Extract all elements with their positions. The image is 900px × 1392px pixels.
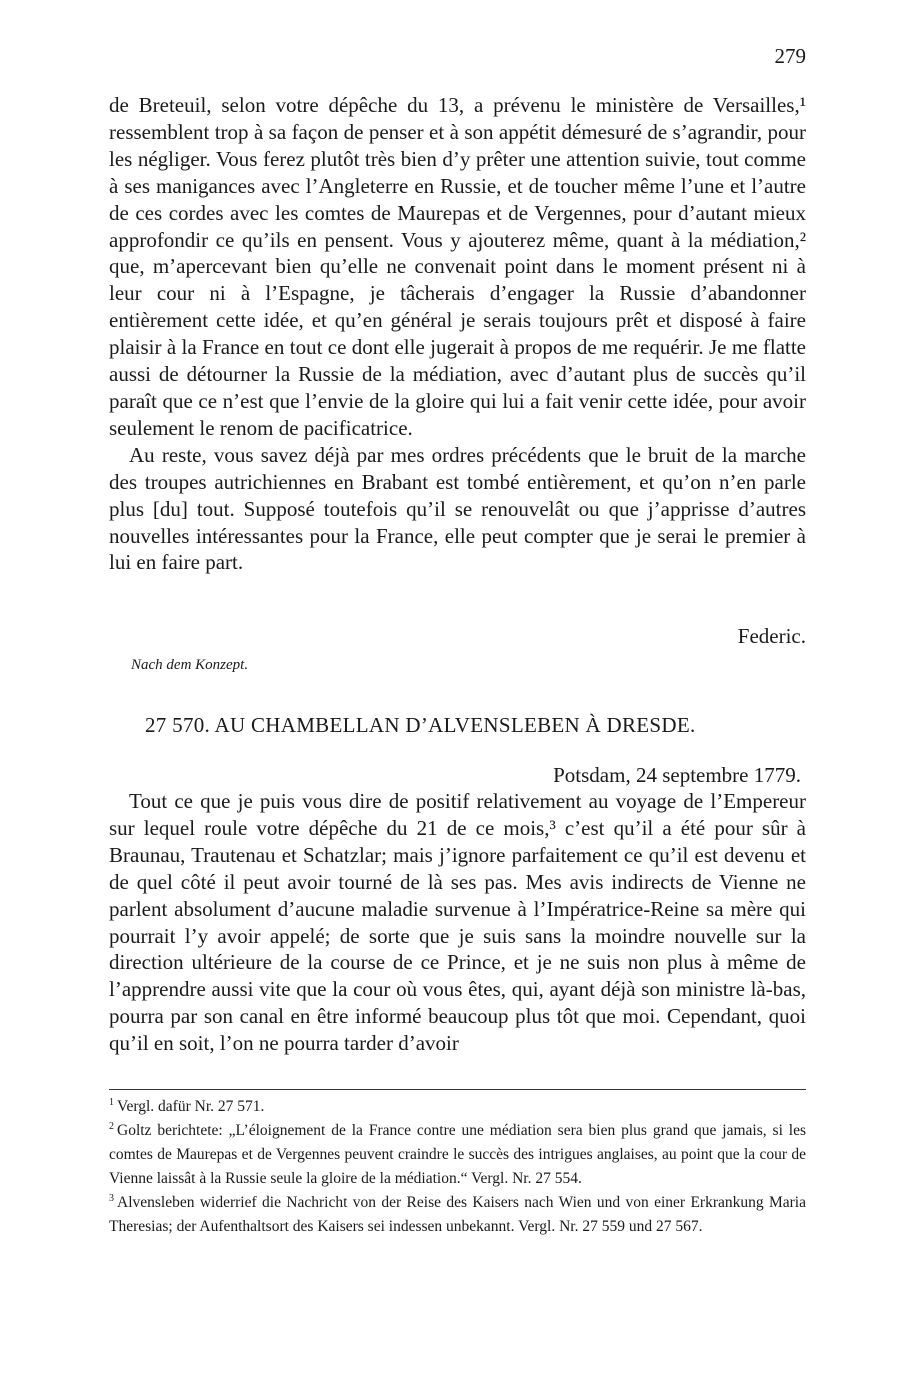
letter-heading: 27 570. AU CHAMBELLAN D’ALVENSLEBEN À DRESDE. <box>145 713 696 737</box>
paragraph: de Breteuil, selon votre dépêche du 13, a prévenu le ministère de Versailles,¹ ressemblent trop à sa façon de penser et à son appétit démesuré de s’agrandir, pour les négliger. Vous ferez plutôt très bien d’y prêter une attention suivie, tout comme à ses manigances avec l’Angleterre en Russie, et de toucher même l’une et l’autre de ces cordes avec les comtes de Maurepas et de Vergennes, pour d’autant mieux approfondir ce qu’ils en pensent. Vous y ajouterez même, quant à la médiation,² que, m’apercevant bien qu’elle ne convenait point dans le moment présent ni à leur cour ni à l’Espagne, je tâcherais d’engager la Russie d’abandonner entièrement cette idée, et qu’en général je serais toujours prêt et disposé à faire plaisir à la France en tout ce dont elle jugerait à propos de me requérir. Je me flatte aussi de détourner la Russie de la médiation, avec d’autant plus de succès qu’il paraît que ce n’est que l’envie de la gloire qui lui a fait venir cette idée, pour avoir seulement le renom de pacificatrice. <box>109 93 806 440</box>
footnote-mark: 1 <box>109 1096 114 1108</box>
footnote <box>109 1095 806 1119</box>
paragraph: Au reste, vous savez déjà par mes ordres précédents que le bruit de la marche des troupes autrichiennes en Brabant est tombé entièrement, et qu’on n’en parle plus [du] tout. Supposé toutefois qu’il se renouvelât ou que j’apprisse d’autres nouvelles intéressantes pour la France, elle peut compter que je serai le premier à lui en faire part. <box>109 442 806 575</box>
footnote-text: Vergl. dafür Nr. 27 571. <box>117 1098 265 1115</box>
paragraph: Tout ce que je puis vous dire de positif relativement au voyage de l’Empereur sur lequel roule votre dépêche du 21 de ce mois,³ c’est qu’il a été pour sûr à Braunau, Trautenau et Schatzlar; mais j’ignore parfaitement ce qu’il est devenu et de quel côté il peut avoir tourné de là ses pas. Mes avis indirects de Vienne ne parlent absolument d’aucune maladie survenue à l’Impératrice-Reine sa mère qui pourrait l’y avoir appelé; de sorte que je suis sans la moindre nouvelle sur la direction ultérieure de la course de ce Prince, et je ne suis non plus à même de l’apprendre aussi vite que la cour où vous êtes, qui, ayant déjà son ministre là-bas, pourra par son canal en être informé beaucoup plus tôt que moi. Cependant, quoi qu’il en soit, l’on ne pourra tarder d’avoir <box>109 789 806 1056</box>
footnote-mark: 3 <box>109 1192 114 1204</box>
footnotes <box>109 1095 806 1239</box>
letter-body <box>109 788 806 1057</box>
footnote <box>109 1119 806 1191</box>
signature: Federic. <box>737 624 806 648</box>
letter-continued-body <box>109 92 806 576</box>
footnote-text: Alvensleben widerrief die Nachricht von der Reise des Kaisers nach Wien und von einer Erkrankung Maria Theresias; der Aufenthaltsort des Kaisers sei indessen unbekannt. Vergl. Nr. 27 559 und 27 567. <box>109 1194 806 1235</box>
footnote-mark: 2 <box>109 1120 114 1132</box>
footnote-text: Goltz berichtete: „L’éloignement de la France contre une médiation sera bien plus grand que jamais, si les comtes de Maurepas et de Vergennes peuvent craindre le succès des intrigues anglaises, au point que la cour de Vienne laissât à la Russie seule la gloire de la médiation.“ Vergl. Nr. 27 554. <box>109 1122 806 1187</box>
footnote-divider <box>109 1089 806 1090</box>
dateline: Potsdam, 24 septembre 1779. <box>553 763 801 787</box>
page-number: 279 <box>774 44 806 68</box>
source-note: Nach dem Konzept. <box>131 657 249 673</box>
footnote <box>109 1191 806 1239</box>
